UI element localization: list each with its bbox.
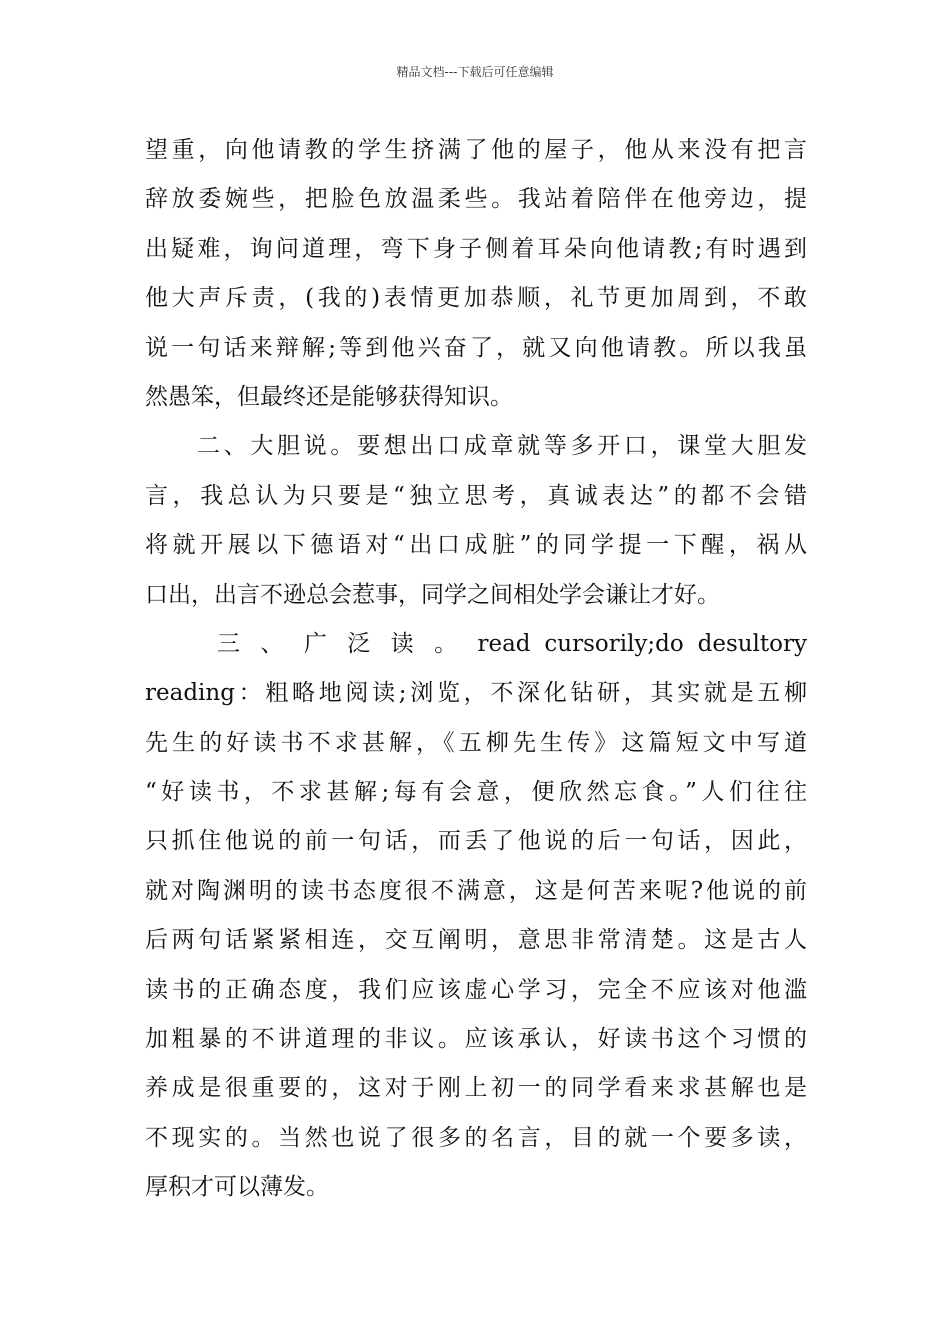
text-line: “好读书，不求甚解;每有会意，便欣然忘食。”人们往往 <box>145 779 807 806</box>
paragraph-start-line: 三 、 广 泛 读 。 read cursorily;do desultory <box>217 630 807 657</box>
body-text <box>145 126 807 1213</box>
text-line: 先生的好读书不求甚解，《五柳先生传》这篇短文中写道 <box>145 729 807 756</box>
text-line: 后两句话紧紧相连，交互阐明，意思非常清楚。这是古人 <box>145 927 807 954</box>
text-line: 养成是很重要的，这对于刚上初一的同学看来求甚解也是 <box>145 1075 807 1102</box>
text-line: 就对陶渊明的读书态度很不满意，这是何苦来呢?他说的前 <box>145 877 807 904</box>
text-line: 厚积才可以薄发。 <box>145 1174 329 1201</box>
text-line: 辞放委婉些，把脸色放温柔些。我站着陪伴在他旁边，提 <box>145 186 807 213</box>
text-line: 不现实的。当然也说了很多的名言，目的就一个要多读， <box>145 1124 807 1151</box>
text-line: 说一句话来辩解;等到他兴奋了，就又向他请教。所以我虽 <box>145 334 807 361</box>
text-line: 口出，出言不逊总会惹事，同学之间相处学会谦让才好。 <box>145 581 720 608</box>
paragraph-start-line: 二、大胆说。要想出口成章就等多开口，课堂大胆发 <box>197 433 807 460</box>
text-line: 望重，向他请教的学生挤满了他的屋子，他从来没有把言 <box>145 137 807 163</box>
text-line: 然愚笨，但最终还是能够获得知识。 <box>145 383 513 410</box>
text-line: 出疑难，询问道理，弯下身子侧着耳朵向他请教;有时遇到 <box>145 235 807 262</box>
text-line: 言，我总认为只要是“独立思考，真诚表达”的都不会错 <box>145 482 807 509</box>
page-header: 精品文档---下载后可任意编辑 <box>396 65 554 79</box>
text-line: 加粗暴的不讲道理的非议。应该承认，好读书这个习惯的 <box>145 1026 807 1053</box>
text-line: 只抓住他说的前一句话，而丢了他说的后一句话，因此， <box>145 828 807 855</box>
text-line: 读书的正确态度，我们应该虚心学习，完全不应该对他滥 <box>145 976 807 1003</box>
text-line: 他大声斥责，(我的)表情更加恭顺，礼节更加周到，不敢 <box>145 285 807 312</box>
text-line: reading：粗略地阅读;浏览，不深化钻研，其实就是五柳 <box>145 680 807 707</box>
text-line: 将就开展以下德语对“出口成脏”的同学提一下醒，祸从 <box>145 532 807 559</box>
